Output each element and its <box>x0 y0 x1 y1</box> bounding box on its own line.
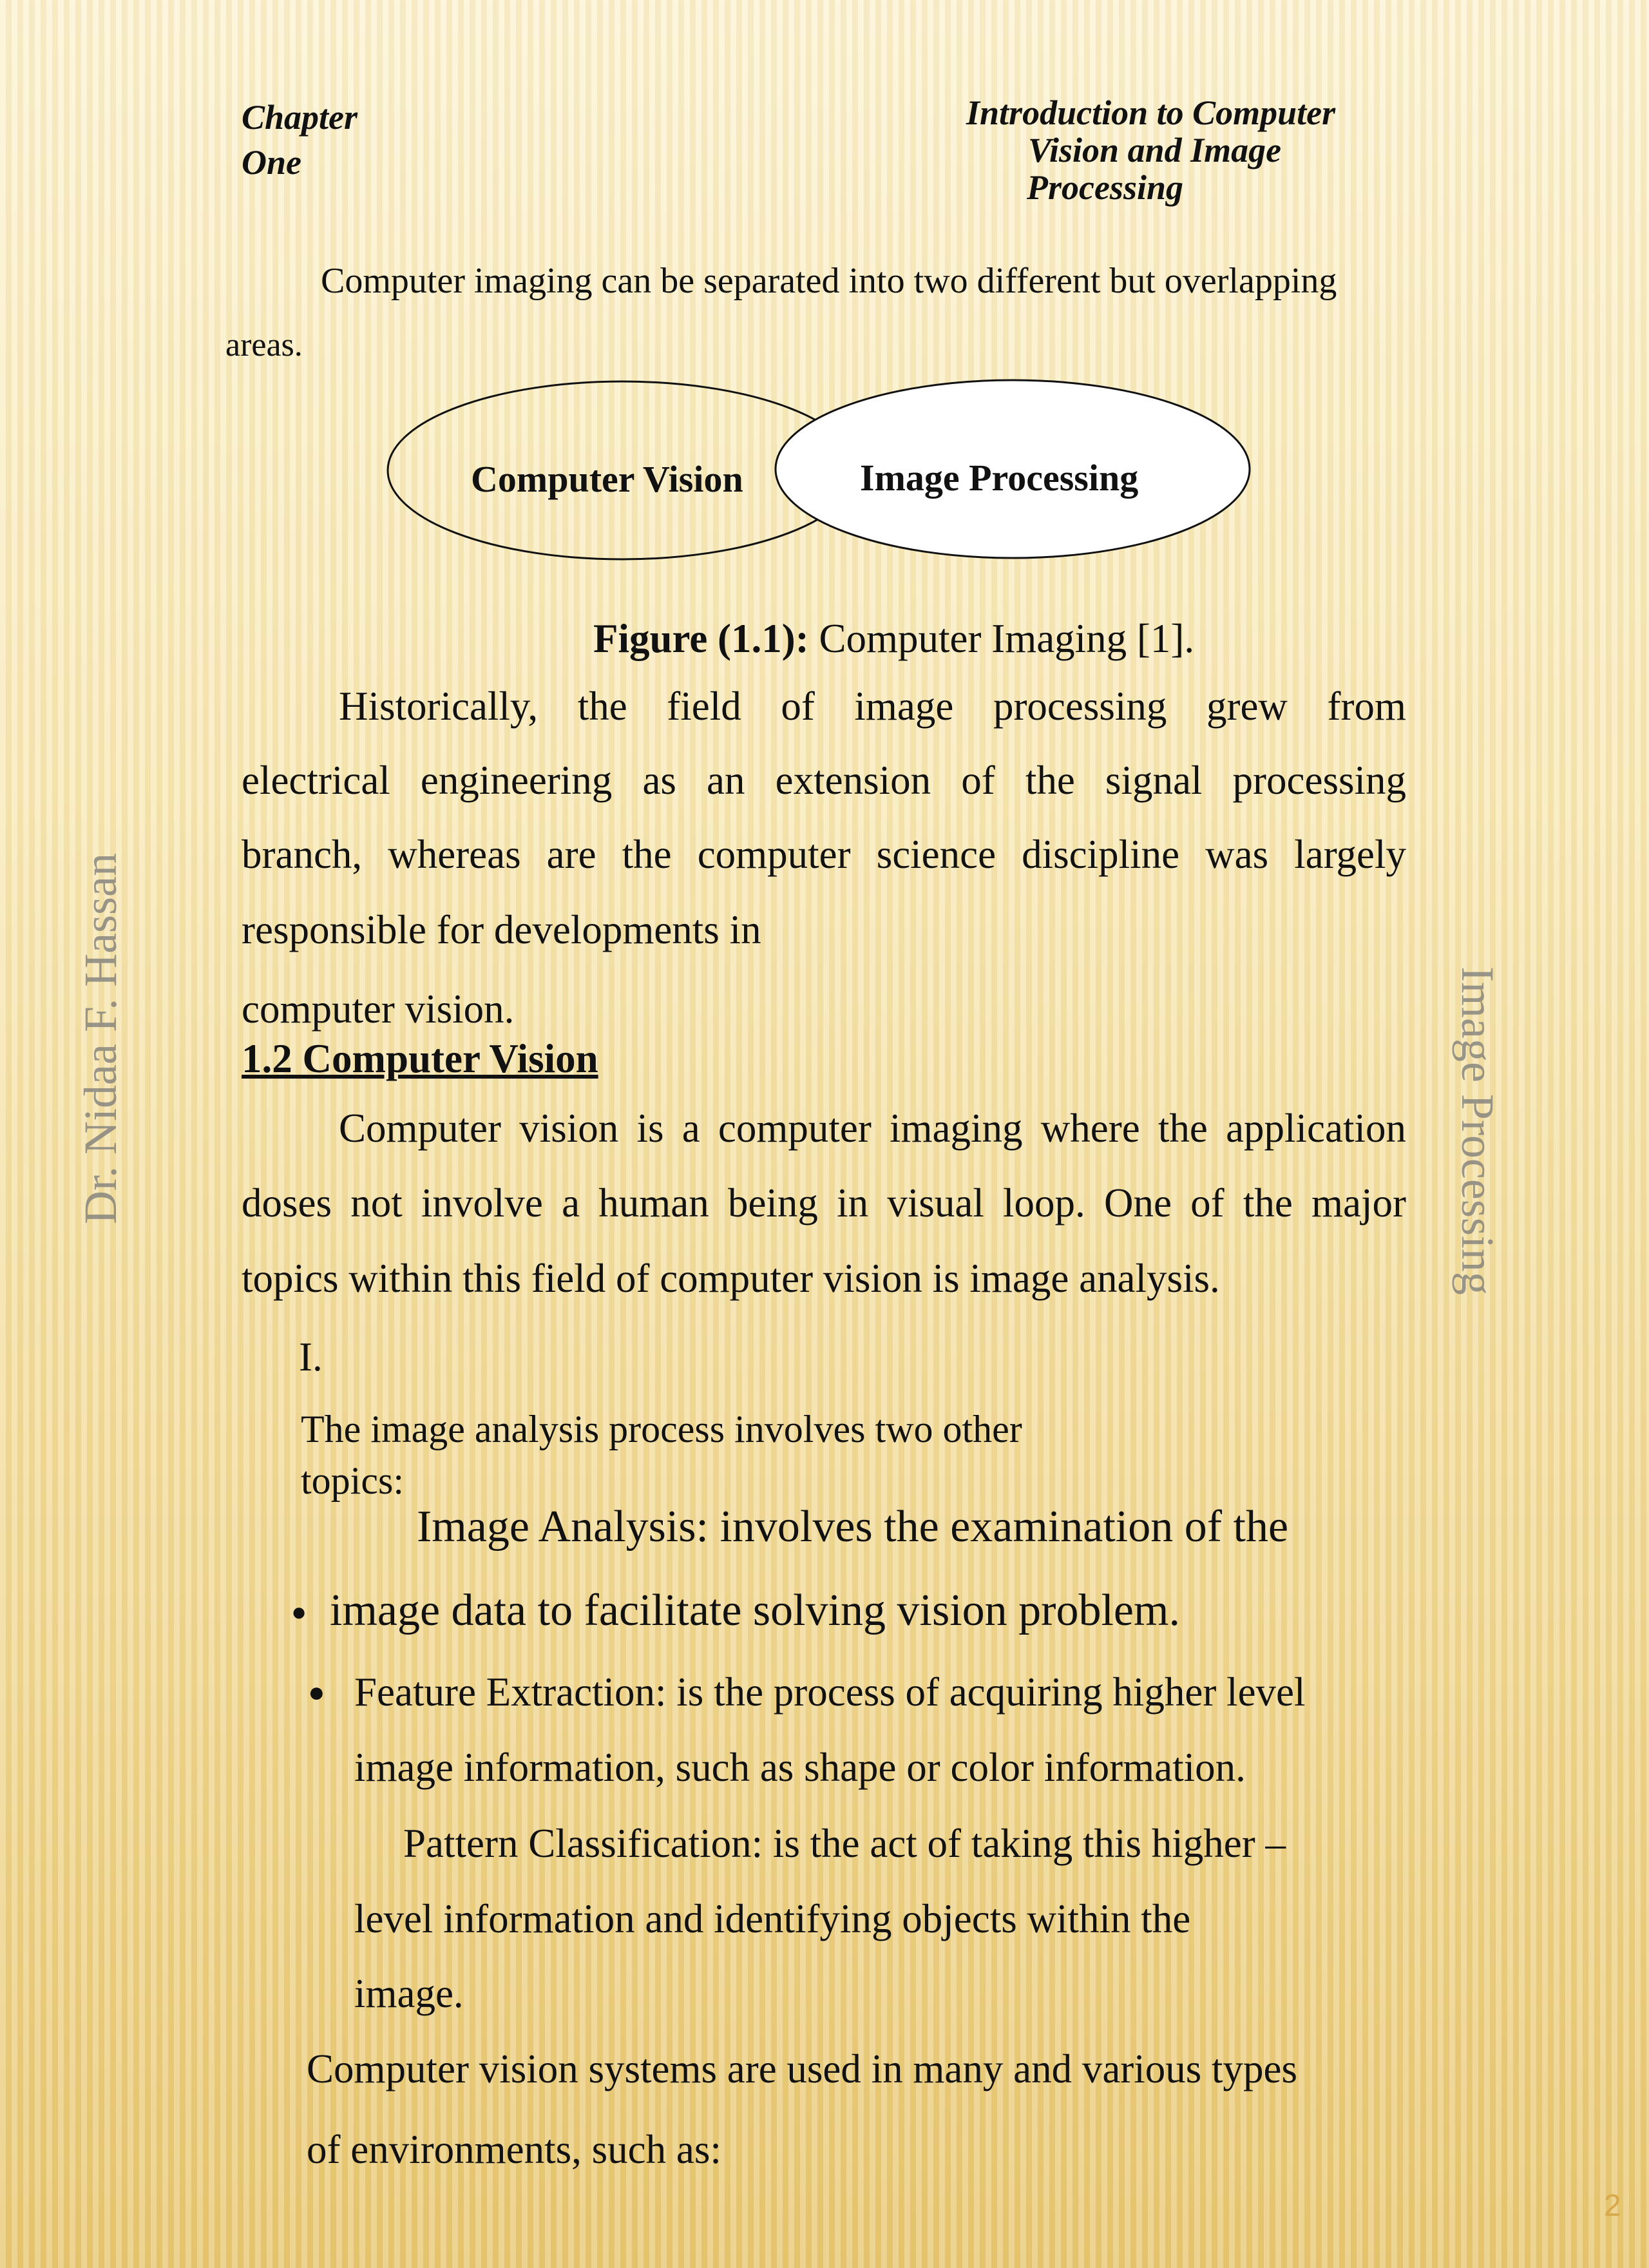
watermark-subject: Image Processing <box>1452 966 1503 1295</box>
paragraph-line: The image analysis process involves two other <box>301 1408 1022 1450</box>
list-item-image-analysis: Image Analysis: involves the examination of the <box>417 1502 1289 1552</box>
header-title: Introduction to Computer <box>966 93 1336 132</box>
list-marker: I. <box>299 1334 323 1379</box>
venn-diagram <box>0 0 1649 644</box>
list-item-image-analysis: image data to facilitate solving vision problem. <box>330 1586 1180 1635</box>
page-number: 2 <box>1604 2189 1621 2223</box>
intro-text: areas. <box>225 327 303 363</box>
list-item-feature-extraction: Feature Extraction: is the process of acquiring higher level <box>354 1669 1306 1715</box>
diagram-label-image-processing: Image Processing <box>860 457 1139 499</box>
header-title: Vision and Image <box>1028 131 1282 169</box>
figure-caption-text: Computer Imaging [1]. <box>808 616 1195 661</box>
bullet-icon: ● <box>291 1597 307 1626</box>
list-item-pattern-classification: image. <box>354 1971 464 2016</box>
chapter-label: One <box>242 143 301 182</box>
watermark-author: Dr. Nidaa F. Hassan <box>75 852 126 1224</box>
paragraph-line: topics: <box>301 1459 404 1502</box>
paragraph-line: Computer vision is a computer imaging where the application <box>339 1106 1406 1151</box>
paragraph-line: topics within this field of computer vision is image analysis. <box>242 1256 1220 1301</box>
figure-caption <box>593 616 1195 661</box>
paragraph-line: of environments, such as: <box>307 2127 721 2172</box>
paragraph-line: Computer vision systems are used in many and various types <box>307 2046 1298 2091</box>
bullet-icon: ● <box>308 1677 325 1708</box>
paragraph-line: Historically, the field of image processing grew from <box>339 684 1406 729</box>
paragraph-line: branch, whereas are the computer science discipline was largely <box>242 832 1406 877</box>
paragraph-line: computer vision. <box>242 986 515 1032</box>
paragraph-line: electrical engineering as an extension of the signal processing <box>242 758 1406 803</box>
list-item-pattern-classification: level information and identifying objects within the <box>354 1896 1191 1941</box>
list-item-feature-extraction: image information, such as shape or color information. <box>354 1745 1246 1790</box>
diagram-label-computer-vision: Computer Vision <box>471 458 743 500</box>
header-title: Processing <box>1027 168 1183 207</box>
paragraph-line: doses not involve a human being in visual loop. One of the major <box>242 1180 1406 1225</box>
chapter-label: Chapter <box>242 98 358 137</box>
list-item-pattern-classification: Pattern Classification: is the act of taking this higher – <box>403 1821 1286 1866</box>
paragraph-line: responsible for developments in <box>242 907 761 952</box>
intro-text: Computer imaging can be separated into two different but overlapping <box>321 261 1337 301</box>
figure-label: Figure (1.1): <box>593 616 809 661</box>
section-heading: 1.2 Computer Vision <box>242 1036 598 1081</box>
